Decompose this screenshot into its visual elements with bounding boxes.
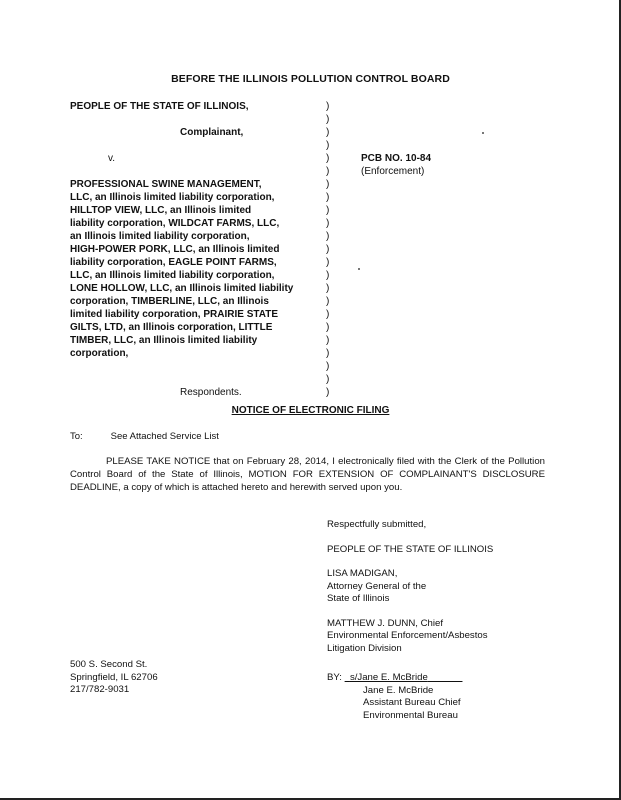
paren: )	[326, 101, 330, 112]
scan-speck	[358, 268, 360, 270]
caption-line: HIGH-POWER PORK, LLC, an Illinois limited	[70, 244, 280, 255]
caption-paren-column	[326, 100, 329, 399]
caption-line	[70, 165, 330, 178]
chief-title-2: Litigation Division	[327, 642, 402, 654]
case-type: (Enforcement)	[361, 166, 425, 177]
paren: )	[326, 257, 330, 268]
caption-line: limited liability corporation, PRAIRIE STATE	[70, 309, 278, 320]
address-street: 500 S. Second St.	[70, 659, 148, 670]
caption-line: LLC, an Illinois limited liability corporation,	[70, 192, 275, 203]
caption-line: LONE HOLLOW, LLC, an Illinois limited liability	[70, 283, 294, 294]
paren: )	[326, 348, 330, 359]
electronic-signature-text: s/Jane E. McBride	[349, 672, 428, 683]
address-city: Springfield, IL 62706	[70, 671, 158, 683]
caption-line	[70, 373, 330, 386]
caption-line: v.	[108, 153, 116, 164]
caption-line: HILLTOP VIEW, LLC, an Illinois limited	[70, 205, 252, 216]
chief-title-1: Environmental Enforcement/Asbestos	[327, 630, 488, 641]
paren: )	[326, 387, 330, 398]
paren: )	[326, 322, 330, 333]
caption-line: corporation, TIMBERLINE, LLC, an Illinois	[70, 296, 269, 307]
notice-title: NOTICE OF ELECTRONIC FILING	[231, 405, 390, 416]
notice-body	[70, 455, 545, 494]
caption-line	[70, 113, 330, 126]
paren: )	[326, 374, 330, 385]
board-title: BEFORE THE ILLINOIS POLLUTION CONTROL BOARD	[171, 73, 450, 85]
caption-line: liability corporation, EAGLE POINT FARMS,	[70, 257, 277, 268]
notice-body-text: PLEASE TAKE NOTICE that on February 28, 2014, I electronically filed with the Clerk of the Pollution Control Board of the State of Illinois, MOTION FOR EXTENSION OF COMPLAINANT'S DISCLOSURE DEADLINE, a copy of which is attached hereto and herewith served upon you.	[70, 456, 545, 493]
caption-line: liability corporation, WILDCAT FARMS, LLC,	[70, 218, 280, 229]
caption-line: Respondents.	[180, 387, 242, 398]
electronic-signature	[345, 672, 463, 683]
paren: )	[326, 166, 330, 177]
paren: )	[326, 270, 330, 281]
to-value: See Attached Service List	[110, 431, 219, 442]
caption-line	[70, 360, 330, 373]
paren: )	[326, 153, 330, 164]
paren: )	[326, 283, 330, 294]
caption-line: an Illinois limited liability corporation,	[70, 231, 250, 242]
paren: )	[326, 335, 330, 346]
caption-line: PEOPLE OF THE STATE OF ILLINOIS,	[70, 101, 249, 112]
chief-name: MATTHEW J. DUNN, Chief	[327, 617, 444, 629]
signature-block	[327, 519, 493, 655]
address-phone: 217/782-9031	[70, 684, 130, 695]
signer-title-2: Environmental Bureau	[363, 709, 458, 721]
case-caption-parties	[70, 100, 330, 399]
paren: )	[326, 244, 330, 255]
ag-title-2: State of Illinois	[327, 593, 390, 604]
by-label: BY:	[327, 672, 342, 683]
paren: )	[326, 205, 330, 216]
paren: )	[326, 361, 330, 372]
case-number: PCB NO. 10-84	[361, 153, 432, 164]
ag-name: LISA MADIGAN,	[327, 568, 398, 579]
caption-line: LLC, an Illinois limited liability corporation,	[70, 270, 275, 281]
paren: )	[326, 140, 330, 151]
caption-line: TIMBER, LLC, an Illinois limited liability	[70, 335, 258, 346]
paren: )	[326, 309, 330, 320]
signer-name: Jane E. McBride	[363, 684, 434, 696]
paren: )	[326, 127, 330, 138]
caption-line: Complainant,	[180, 127, 244, 138]
caption-line: PROFESSIONAL SWINE MANAGEMENT,	[70, 179, 262, 190]
paren: )	[326, 218, 330, 229]
paren: )	[326, 114, 330, 125]
ag-title-1: Attorney General of the	[327, 580, 427, 592]
caption-line: corporation,	[70, 348, 129, 359]
to-label: To:	[70, 431, 83, 442]
paren: )	[326, 192, 330, 203]
office-address	[70, 659, 158, 697]
signer-title-1: Assistant Bureau Chief	[363, 697, 461, 708]
paren: )	[326, 296, 330, 307]
paren: )	[326, 179, 330, 190]
caption-line: GILTS, LTD, an Illinois corporation, LITTLE	[70, 322, 273, 333]
by-signature-block	[327, 672, 462, 722]
scan-speck	[482, 132, 484, 134]
by-line	[327, 672, 462, 685]
caption-line	[70, 139, 330, 152]
case-number-block	[361, 152, 431, 178]
paren: )	[326, 231, 330, 242]
to-line	[70, 431, 219, 442]
closing: Respectfully submitted,	[327, 519, 427, 530]
party-name: PEOPLE OF THE STATE OF ILLINOIS	[327, 543, 494, 555]
